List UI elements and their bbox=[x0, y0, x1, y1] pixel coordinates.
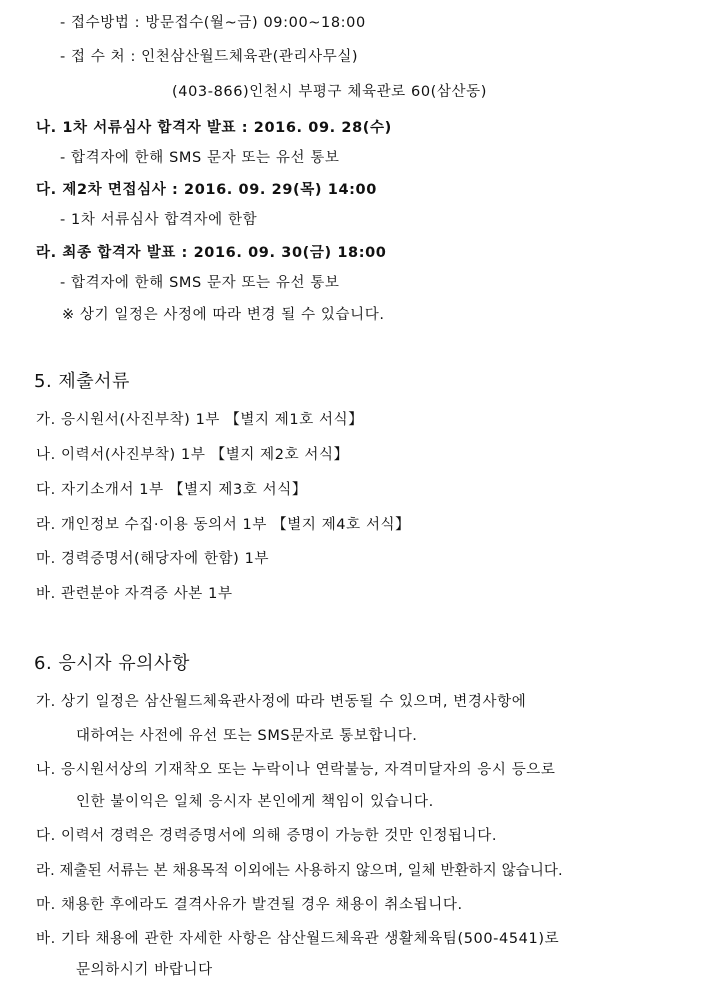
document-item: 다. 자기소개서 1부 【별지 제3호 서식】 bbox=[36, 482, 307, 498]
note-line: 문의하시기 바랍니다 bbox=[76, 962, 213, 978]
note-line: 바. 기타 채용에 관한 자세한 사항은 삼산월드체육관 생활체육팀(500-4541)로 bbox=[36, 931, 560, 947]
document-item: 라. 개인정보 수집·이용 동의서 1부 【별지 제4호 서식】 bbox=[36, 517, 411, 533]
notes-heading: 6. 응시자 유의사항 bbox=[34, 653, 190, 674]
final-result-title: 라. 최종 합격자 발표 : 2016. 09. 30(금) 18:00 bbox=[36, 245, 387, 261]
note-line: 인한 불이익은 일체 응시자 본인에게 책임이 있습니다. bbox=[76, 794, 434, 810]
note-line: 나. 응시원서상의 기재착오 또는 누락이나 연락불능, 자격미달자의 응시 등으로 bbox=[36, 762, 556, 778]
reception-place: - 접 수 처 : 인천삼산월드체육관(관리사무실) bbox=[60, 49, 359, 65]
first-result-note: - 합격자에 한해 SMS 문자 또는 유선 통보 bbox=[60, 150, 340, 166]
document-item: 나. 이력서(사진부착) 1부 【별지 제2호 서식】 bbox=[36, 447, 349, 463]
final-result-note: - 합격자에 한해 SMS 문자 또는 유선 통보 bbox=[60, 275, 340, 291]
document-item: 가. 응시원서(사진부착) 1부 【별지 제1호 서식】 bbox=[36, 412, 364, 428]
note-line: 가. 상기 일정은 삼산월드체육관사정에 따라 변동될 수 있으며, 변경사항에 bbox=[36, 694, 527, 710]
first-result-title: 나. 1차 서류심사 합격자 발표 : 2016. 09. 28(수) bbox=[36, 120, 392, 136]
reception-method: - 접수방법 : 방문접수(월~금) 09:00~18:00 bbox=[60, 15, 366, 31]
note-line: 마. 채용한 후에라도 결격사유가 발견될 경우 채용이 취소됩니다. bbox=[36, 897, 463, 913]
note-line: 라. 제출된 서류는 본 채용목적 이외에는 사용하지 않으며, 일체 반환하지 않습니다. bbox=[36, 863, 563, 879]
interview-note: - 1차 서류심사 합격자에 한함 bbox=[60, 212, 258, 228]
interview-title: 다. 제2차 면접심사 : 2016. 09. 29(목) 14:00 bbox=[36, 182, 377, 198]
documents-heading: 5. 제출서류 bbox=[34, 371, 130, 392]
note-line: 대하여는 사전에 유선 또는 SMS문자로 통보합니다. bbox=[76, 728, 418, 744]
note-line: 다. 이력서 경력은 경력증명서에 의해 증명이 가능한 것만 인정됩니다. bbox=[36, 828, 498, 844]
schedule-remark: ※ 상기 일정은 사정에 따라 변경 될 수 있습니다. bbox=[62, 307, 385, 323]
reception-address: (403-866)인천시 부평구 체육관로 60(삼산동) bbox=[172, 84, 487, 100]
document-item: 바. 관련분야 자격증 사본 1부 bbox=[36, 586, 233, 602]
document-item: 마. 경력증명서(해당자에 한함) 1부 bbox=[36, 551, 270, 567]
